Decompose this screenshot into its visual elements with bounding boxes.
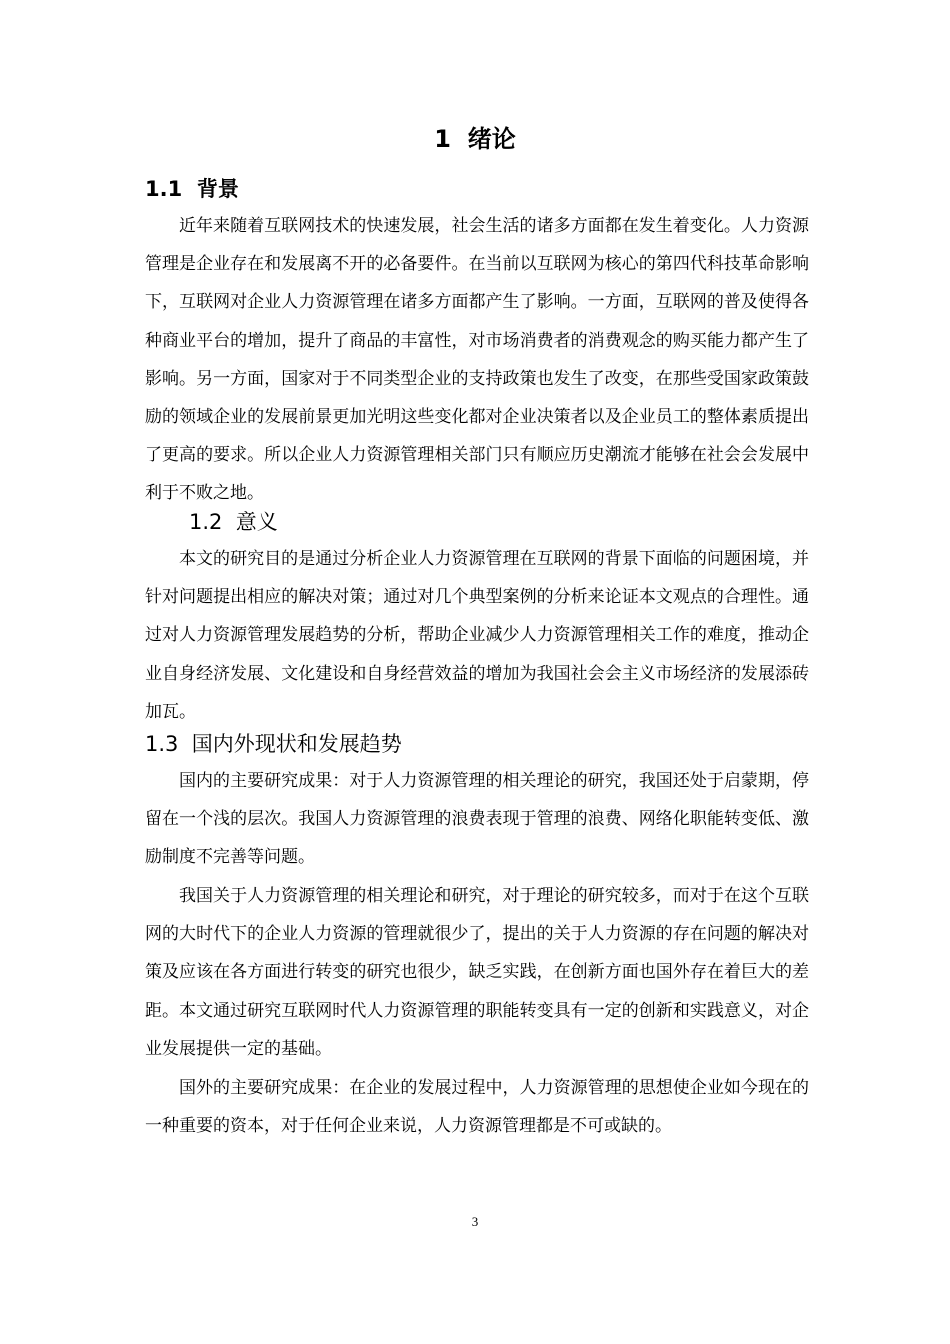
chapter-title: 1 绪论 [434, 125, 516, 153]
paragraph-domestic-research: 我国关于人力资源管理的相关理论和研究，对于理论的研究较多，而对于在这个互联网的大时代下的企业人力资源的管理就很少了，提出的关于人力资源的存在问题的解决对策及应该在各方面进行转变的研究也很少，缺乏实践，在创新方面也国外存在着巨大的差距。本文通过研究互联网时代人力资源管理的职能转变具有一定的创新和实践意义，对企业发展提供一定的基础。 [145, 886, 809, 1059]
paragraph-significance: 本文的研究目的是通过分析企业人力资源管理在互联网的背景下面临的问题困境，并针对问题提出相应的解决对策；通过对几个典型案例的分析来论证本文观点的合理性。通过对人力资源管理发展趋势的分析，帮助企业减少人力资源管理相关工作的难度，推动企业自身经济发展、文化建设和自身经营效益的增加为我国社会会主义市场经济的发展添砖加瓦。 [145, 549, 809, 722]
section-heading-significance: 1.2 意义 [189, 510, 278, 534]
section-heading-background: 1.1 背景 [145, 177, 239, 201]
page-number: 3 [471, 1214, 479, 1229]
paragraph-domestic-results: 国内的主要研究成果：对于人力资源管理的相关理论的研究，我国还处于启蒙期，停留在一个浅的层次。我国人力资源管理的浪费表现于管理的浪费、网络化职能转变低、激励制度不完善等问题。 [145, 771, 809, 868]
section-heading-status-and-trends: 1.3 国内外现状和发展趋势 [145, 732, 402, 756]
paragraph-foreign-results: 国外的主要研究成果：在企业的发展过程中，人力资源管理的思想使企业如今现在的一种重要的资本，对于任何企业来说，人力资源管理都是不可或缺的。 [145, 1078, 809, 1137]
paragraph-background: 近年来随着互联网技术的快速发展，社会生活的诸多方面都在发生着变化。人力资源管理是企业存在和发展离不开的必备要件。在当前以互联网为核心的第四代科技革命影响下，互联网对企业人力资源管理在诸多方面都产生了影响。一方面，互联网的普及使得各种商业平台的增加，提升了商品的丰富性，对市场消费者的消费观念的购买能力都产生了影响。另一方面，国家对于不同类型企业的支持政策也发生了改变，在那些受国家政策鼓励的领域企业的发展前景更加光明这些变化都对企业决策者以及企业员工的整体素质提出了更高的要求。所以企业人力资源管理相关部门只有顺应历史潮流才能够在社会会发展中利于不败之地。 [145, 216, 809, 504]
